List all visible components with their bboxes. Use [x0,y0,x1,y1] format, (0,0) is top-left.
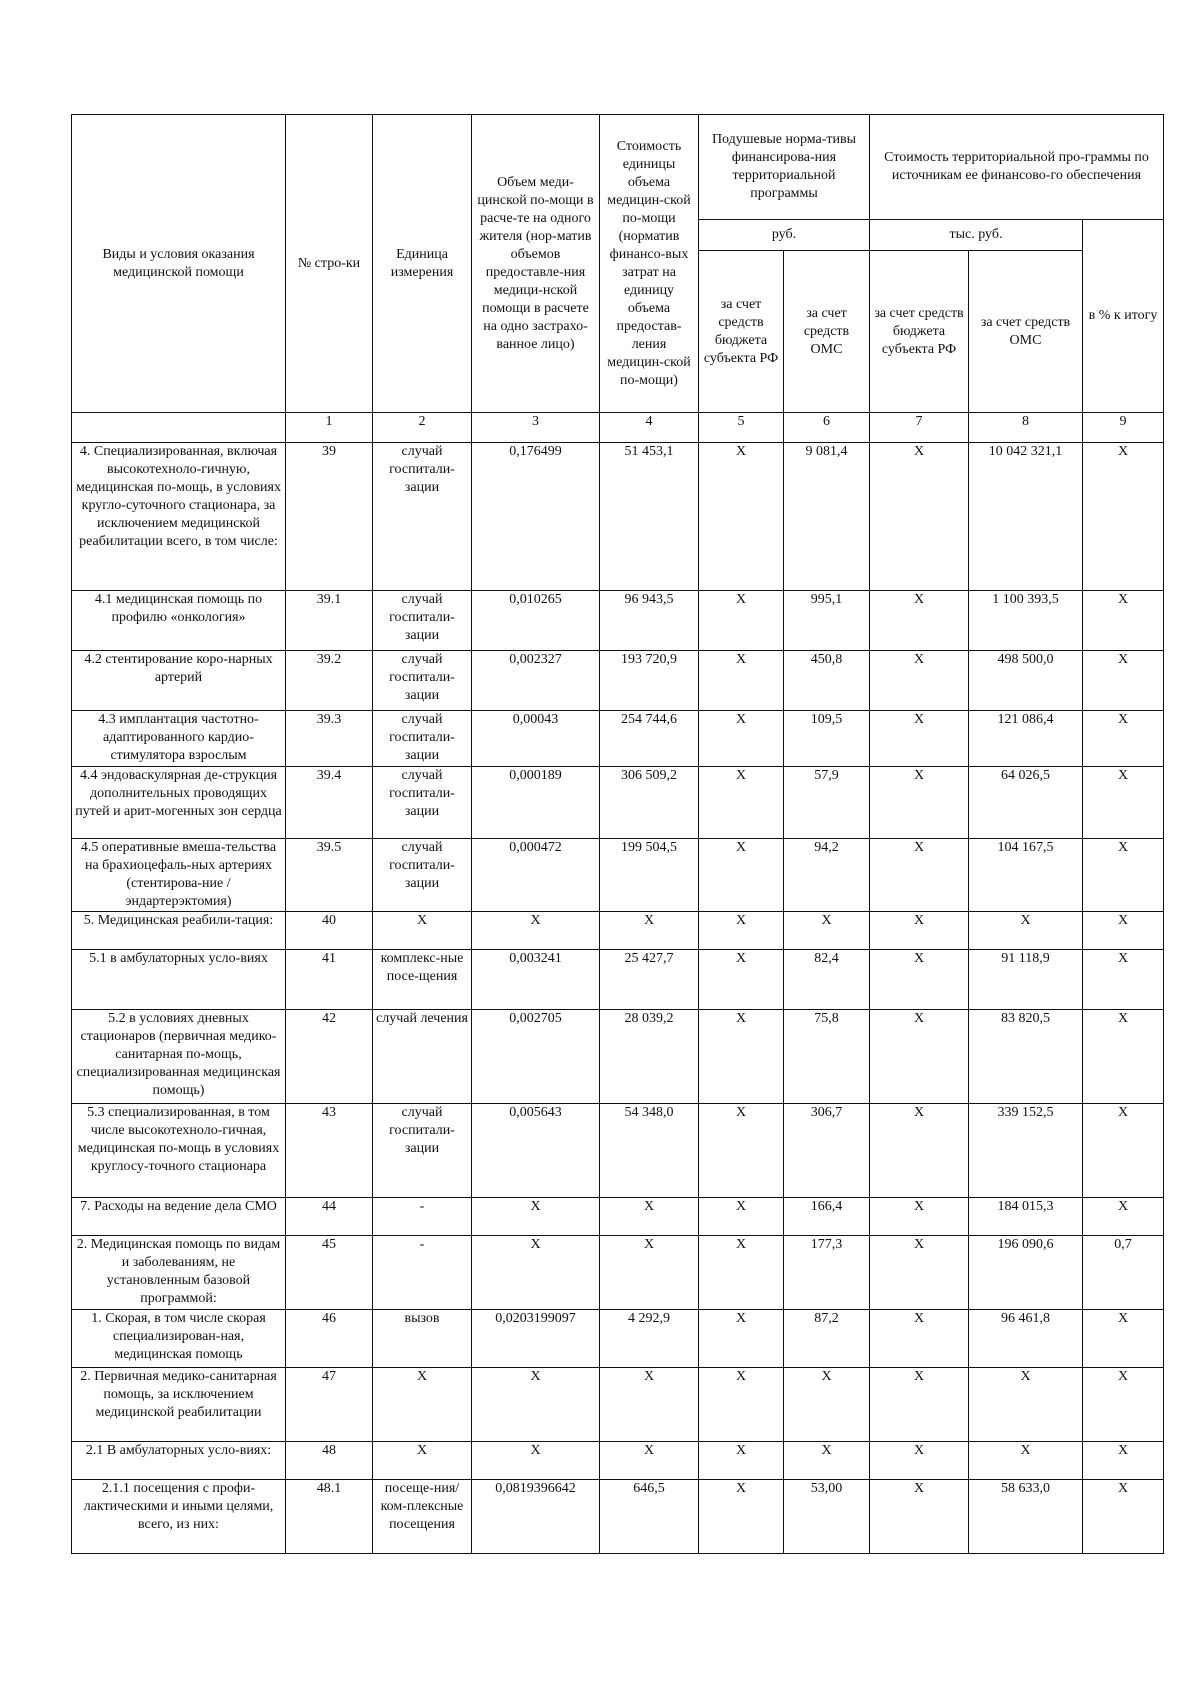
row-budget-rf-per-capita: X [699,1198,784,1236]
row-budget-rf-per-capita: X [699,912,784,950]
row-unit-cost: 193 720,9 [600,651,699,711]
row-unit: случай госпитали-зации [373,767,472,839]
header-kind: Виды и условия оказания медицинской помощи [72,115,286,413]
row-volume: 0,010265 [472,591,600,651]
row-oms-per-capita: 306,7 [784,1104,870,1198]
row-number: 39.4 [286,767,373,839]
table-row [72,1198,1164,1236]
row-percent: X [1083,950,1164,1010]
row-oms-cost: 121 086,4 [969,711,1083,767]
row-oms-cost: 1 100 393,5 [969,591,1083,651]
row-oms-per-capita: 109,5 [784,711,870,767]
row-name: 2.1 В амбулаторных усло-виях: [72,1442,286,1480]
row-oms-per-capita: 166,4 [784,1198,870,1236]
column-number: 1 [286,413,373,443]
row-oms-cost: 83 820,5 [969,1010,1083,1104]
column-number: 2 [373,413,472,443]
row-number: 39.1 [286,591,373,651]
row-number: 40 [286,912,373,950]
row-unit: случай госпитали-зации [373,443,472,591]
row-percent: X [1083,1010,1164,1104]
row-number: 39.3 [286,711,373,767]
row-unit: случай госпитали-зации [373,839,472,912]
row-name: 5. Медицинская реабили-тация: [72,912,286,950]
table-row [72,651,1164,711]
row-number: 43 [286,1104,373,1198]
row-percent: X [1083,767,1164,839]
header-unit-thousand-rub: тыс. руб. [870,220,1083,251]
header-per-capita: Подушевые норма-тивы финансирова-ния территориальной программы [699,115,870,220]
header-volume: Объем меди-цинской по-мощи в расче-те на одного жителя (нор-матив объемов предоставле-ния медици-нской помощи в расчете на одно застрахо-ванное лицо) [472,115,600,413]
row-percent: X [1083,443,1164,591]
column-number-empty [72,413,286,443]
row-oms-per-capita: 87,2 [784,1310,870,1368]
column-number-row [72,413,1164,443]
row-name: 4.2 стентирование коро-нарных артерий [72,651,286,711]
row-unit-cost: 306 509,2 [600,767,699,839]
row-unit: X [373,1442,472,1480]
row-unit: - [373,1236,472,1310]
row-budget-rf-cost: X [870,443,969,591]
row-oms-per-capita: 94,2 [784,839,870,912]
row-budget-rf-cost: X [870,651,969,711]
row-budget-rf-cost: X [870,950,969,1010]
row-budget-rf-per-capita: X [699,839,784,912]
row-oms-per-capita: 75,8 [784,1010,870,1104]
row-budget-rf-per-capita: X [699,950,784,1010]
row-number: 44 [286,1198,373,1236]
row-percent: X [1083,1442,1164,1480]
row-oms-cost: 104 167,5 [969,839,1083,912]
header-percent-of-total: в % к итогу [1083,220,1164,413]
row-oms-cost: 184 015,3 [969,1198,1083,1236]
row-unit-cost: X [600,1368,699,1442]
row-oms-per-capita: X [784,1442,870,1480]
row-number: 39.5 [286,839,373,912]
row-volume: 0,0203199097 [472,1310,600,1368]
header-territorial-cost: Стоимость территориальной про-граммы по источникам ее финансово-го обеспечения [870,115,1164,220]
row-oms-cost: X [969,1368,1083,1442]
row-unit-cost: X [600,1442,699,1480]
row-unit: X [373,1368,472,1442]
row-oms-cost: X [969,912,1083,950]
row-name: 4.1 медицинская помощь по профилю «онкология» [72,591,286,651]
row-budget-rf-cost: X [870,839,969,912]
row-oms-cost: 498 500,0 [969,651,1083,711]
table-row [72,1368,1164,1442]
row-unit-cost: 28 039,2 [600,1010,699,1104]
row-unit-cost: 51 453,1 [600,443,699,591]
financing-table [71,114,1164,1554]
row-name: 2. Медицинская помощь по видам и заболеваниям, не установленным базовой программой: [72,1236,286,1310]
row-unit-cost: 96 943,5 [600,591,699,651]
table-row [72,1442,1164,1480]
row-percent: X [1083,1104,1164,1198]
row-unit-cost: 54 348,0 [600,1104,699,1198]
row-unit: случай госпитали-зации [373,711,472,767]
row-number: 39 [286,443,373,591]
row-name: 1. Скорая, в том числе скорая специализирован-ная, медицинская помощь [72,1310,286,1368]
row-unit-cost: 4 292,9 [600,1310,699,1368]
row-oms-cost: X [969,1442,1083,1480]
table-row [72,912,1164,950]
table-row [72,1310,1164,1368]
row-volume: 0,000189 [472,767,600,839]
row-budget-rf-cost: X [870,767,969,839]
row-oms-cost: 58 633,0 [969,1480,1083,1554]
row-unit-cost: X [600,1236,699,1310]
row-name: 5.1 в амбулаторных усло-виях [72,950,286,1010]
row-percent: X [1083,1480,1164,1554]
row-volume: 0,002327 [472,651,600,711]
row-unit-cost: X [600,1198,699,1236]
row-budget-rf-cost: X [870,912,969,950]
table-row [72,1104,1164,1198]
row-oms-cost: 339 152,5 [969,1104,1083,1198]
row-oms-per-capita: 450,8 [784,651,870,711]
table-row [72,591,1164,651]
row-unit: вызов [373,1310,472,1368]
row-percent: X [1083,711,1164,767]
row-number: 41 [286,950,373,1010]
row-budget-rf-per-capita: X [699,767,784,839]
header-unit: Единица измерения [373,115,472,413]
row-budget-rf-per-capita: X [699,1104,784,1198]
row-budget-rf-cost: X [870,711,969,767]
row-budget-rf-cost: X [870,1198,969,1236]
column-number: 4 [600,413,699,443]
row-name: 2. Первичная медико-санитарная помощь, за исключением медицинской реабилитации [72,1368,286,1442]
table-row [72,711,1164,767]
row-number: 42 [286,1010,373,1104]
row-unit: случай лечения [373,1010,472,1104]
row-percent: 0,7 [1083,1236,1164,1310]
row-volume: 0,176499 [472,443,600,591]
header-unit-cost: Стоимость единицы объема медицин-ской по-мощи (норматив финансо-вых затрат на единицу объема предостав-ления медицин-ской по-мощи) [600,115,699,413]
row-oms-per-capita: 57,9 [784,767,870,839]
row-budget-rf-cost: X [870,1368,969,1442]
row-volume: 0,000472 [472,839,600,912]
row-oms-cost: 91 118,9 [969,950,1083,1010]
table-row [72,1236,1164,1310]
header-oms-cost: за счет средств ОМС [969,251,1083,413]
header-row-number: № стро-ки [286,115,373,413]
row-number: 48 [286,1442,373,1480]
row-volume: X [472,1198,600,1236]
header-unit-rub: руб. [699,220,870,251]
row-oms-cost: 64 026,5 [969,767,1083,839]
table-row [72,1010,1164,1104]
row-budget-rf-per-capita: X [699,1236,784,1310]
row-oms-per-capita: X [784,1368,870,1442]
row-name: 4.3 имплантация частотно-адаптированного кардио-стимулятора взрослым [72,711,286,767]
row-name: 5.2 в условиях дневных стационаров (первичная медико-санитарная по-мощь, специализированная медицинская помощь) [72,1010,286,1104]
row-budget-rf-per-capita: X [699,1010,784,1104]
row-percent: X [1083,1198,1164,1236]
column-number: 3 [472,413,600,443]
row-budget-rf-cost: X [870,1442,969,1480]
row-percent: X [1083,1310,1164,1368]
row-oms-per-capita: 995,1 [784,591,870,651]
row-oms-cost: 196 090,6 [969,1236,1083,1310]
row-volume: 0,003241 [472,950,600,1010]
row-unit: случай госпитали-зации [373,651,472,711]
row-percent: X [1083,651,1164,711]
row-volume: X [472,1442,600,1480]
row-budget-rf-per-capita: X [699,1480,784,1554]
row-unit-cost: 25 427,7 [600,950,699,1010]
row-unit: комплекс-ные посе-щения [373,950,472,1010]
row-volume: 0,00043 [472,711,600,767]
table-row [72,950,1164,1010]
row-unit: случай госпитали-зации [373,1104,472,1198]
column-number: 9 [1083,413,1164,443]
header-budget-rf-cost: за счет средств бюджета субъекта РФ [870,251,969,413]
row-budget-rf-cost: X [870,591,969,651]
row-unit-cost: X [600,912,699,950]
row-percent: X [1083,1368,1164,1442]
row-unit-cost: 254 744,6 [600,711,699,767]
row-unit: посеще-ния/ ком-плексные посещения [373,1480,472,1554]
row-volume: 0,002705 [472,1010,600,1104]
row-budget-rf-cost: X [870,1010,969,1104]
row-unit: - [373,1198,472,1236]
table-row [72,443,1164,591]
column-number: 5 [699,413,784,443]
row-volume: 0,0819396642 [472,1480,600,1554]
row-oms-per-capita: X [784,912,870,950]
row-number: 45 [286,1236,373,1310]
row-budget-rf-per-capita: X [699,1368,784,1442]
row-unit-cost: 646,5 [600,1480,699,1554]
table-row [72,767,1164,839]
column-number: 7 [870,413,969,443]
row-volume: 0,005643 [472,1104,600,1198]
column-number: 6 [784,413,870,443]
row-name: 4. Специализированная, включая высокотехноло-гичную, медицинская по-мощь, в условиях кругло-суточного стационара, за исключением медицинской реабилитации всего, в том числе: [72,443,286,591]
row-volume: X [472,1368,600,1442]
row-oms-per-capita: 82,4 [784,950,870,1010]
row-name: 5.3 специализированная, в том числе высокотехноло-гичная, медицинская по-мощь в условиях круглосу-точного стационара [72,1104,286,1198]
header-budget-rf-per-capita: за счет средств бюджета субъекта РФ [699,251,784,413]
table-row [72,1480,1164,1554]
row-unit: X [373,912,472,950]
row-name: 4.4 эндоваскулярная де-струкция дополнительных проводящих путей и арит-могенных зон сердца [72,767,286,839]
row-budget-rf-per-capita: X [699,711,784,767]
row-number: 46 [286,1310,373,1368]
row-budget-rf-per-capita: X [699,651,784,711]
row-percent: X [1083,912,1164,950]
row-budget-rf-cost: X [870,1480,969,1554]
row-number: 39.2 [286,651,373,711]
row-name: 7. Расходы на ведение дела СМО [72,1198,286,1236]
row-oms-cost: 10 042 321,1 [969,443,1083,591]
row-budget-rf-cost: X [870,1310,969,1368]
row-percent: X [1083,591,1164,651]
header-oms-per-capita: за счет средств ОМС [784,251,870,413]
row-unit: случай госпитали-зации [373,591,472,651]
row-budget-rf-per-capita: X [699,1310,784,1368]
row-budget-rf-per-capita: X [699,443,784,591]
table-row [72,839,1164,912]
row-percent: X [1083,839,1164,912]
row-budget-rf-cost: X [870,1104,969,1198]
row-volume: X [472,912,600,950]
row-budget-rf-per-capita: X [699,1442,784,1480]
row-budget-rf-cost: X [870,1236,969,1310]
row-unit-cost: 199 504,5 [600,839,699,912]
row-oms-per-capita: 9 081,4 [784,443,870,591]
row-volume: X [472,1236,600,1310]
row-name: 4.5 оперативные вмеша-тельства на брахиоцефаль-ных артериях (стентирова-ние / эндартерэктомия) [72,839,286,912]
column-number: 8 [969,413,1083,443]
row-oms-per-capita: 53,00 [784,1480,870,1554]
row-number: 47 [286,1368,373,1442]
row-number: 48.1 [286,1480,373,1554]
row-budget-rf-per-capita: X [699,591,784,651]
row-oms-per-capita: 177,3 [784,1236,870,1310]
row-oms-cost: 96 461,8 [969,1310,1083,1368]
row-name: 2.1.1 посещения с профи-лактическими и иными целями, всего, из них: [72,1480,286,1554]
